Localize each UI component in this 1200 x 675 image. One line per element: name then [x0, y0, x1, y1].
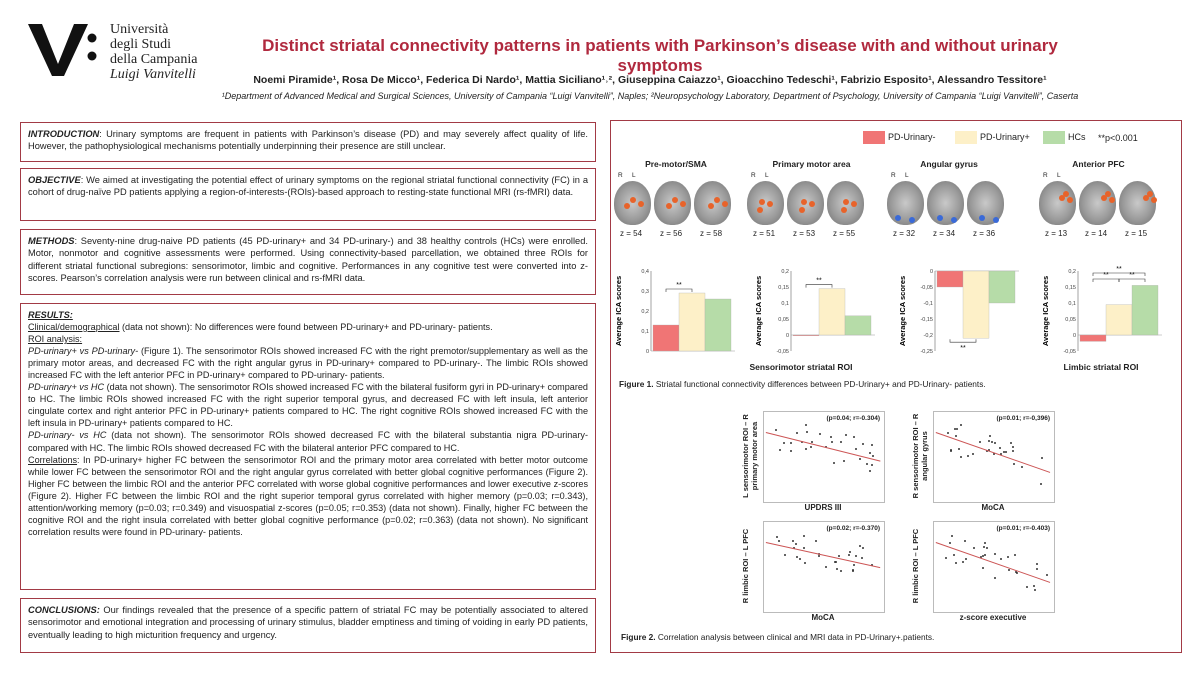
brain-slice	[614, 181, 651, 225]
scatter-point	[825, 566, 827, 568]
university-logo-icon	[28, 22, 98, 78]
y-tick-label: 0,05	[778, 317, 789, 323]
scatter-point	[790, 442, 792, 444]
scatter-point	[779, 449, 781, 451]
scatter-point	[1040, 483, 1042, 485]
y-tick-label: 0	[929, 269, 933, 275]
y-tick-label: 0,15	[1065, 285, 1076, 291]
slice-z-label: z = 34	[933, 229, 956, 238]
activation-blob	[1143, 195, 1149, 201]
significance-bracket	[1093, 279, 1119, 282]
activation-blob	[1059, 195, 1065, 201]
deactivation-blob	[951, 217, 957, 223]
scatter-point	[871, 464, 873, 466]
objective-box: OBJECTIVE: We aimed at investigating the potential effect of urinary symptoms on the regional striatal functional connectivity (FC) in a cohort of drug-naïve PD patients applying a region-of-interests-(ROIs)-based approach to resting-state functional MRI (rs-fMRI) data.	[20, 168, 596, 221]
scatter-point	[849, 551, 851, 553]
scatter-point	[804, 562, 806, 564]
scatter-plot-area	[933, 411, 1055, 503]
panel-title-primary-motor: Primary motor area	[772, 159, 851, 169]
scatter-point	[1026, 586, 1028, 588]
scatter-point	[784, 554, 786, 556]
slice-z-label: z = 53	[793, 229, 816, 238]
scatter-point	[984, 554, 986, 556]
scatter-point	[949, 542, 951, 544]
scatter-point	[960, 456, 962, 458]
activation-blob	[624, 203, 630, 209]
scatter-point	[853, 436, 855, 438]
significance-bracket	[806, 285, 832, 288]
significance-bracket	[666, 289, 692, 292]
correlation-stat: (p=0.01; r=-0,396)	[996, 415, 1050, 422]
right-hemisphere-label: R	[1043, 172, 1048, 179]
scatter-point	[835, 561, 837, 563]
scatter-point	[983, 546, 985, 548]
results-box: RESULTS: Clinical/demographical (data not shown): No differences were found between PD-urinary+ and PD-urinary- patients. ROI analysis: PD-urinary+ vs PD-urinary- (Figure 1). The sensorimotor ROIs showed increased FC with the right premotor/supplementary as well as the primary motor areas, and decreased FC with the right angular gyrus in PD-urinary+ compared to PD-urinary-. The limbic ROIs showed increased FC with the left anterior PFC in PD-urinary+ compared to PD-urinary- patients. PD-urinary+ vs HC (data not shown). The sensorimotor ROIs showed increased FC with the bilateral fusiform gyri in PD-urinary+ compared to HC. The limbic ROIs showed increased FC with the right superior temporal gyrus, and decreased FC with left insula, left anterior cingulate cortex and right anterior PFC in PD-urinary+ patients compared to HC. The right cognitive ROIs showed increased FC with the left insula in PD-urinary+ patients compared to HC. PD-urinary- vs HC (data not shown). The sensorimotor ROIs showed decreased FC with the bilateral substantia nigra PD-urinary- compared with HC. The limbic ROIs showed decreased FC with the bilateral anterior PFC compared to HC. Correlations: In PD-urinary+ higher FC between the sensorimotor ROI and the primary motor area correlated with better motor outcome while lower FC between the sensorimotor ROI and the right angular gyrus correlated with better global cognitive performances (Figure 2). Higher FC between the limbic ROI and the anterior PFC correlated with worse global cognitive performances and lower executive z-scores (Figure 2). Higher FC between the limbic ROI and the right superior temporal gyrus correlated with higher memory (p=0.03; r=0.343), attention/working memory (p=0.03; r=0.349) and visuospatial z-scores (p=0.05; r=0.353) (data not shown). Finally, higher FC between the cognitive ROI and the right insula correlated with better global cognitive performance (p=0.02; r=0.363) (data not shown). No significant correlation results were found in PD-urinary- patients.	[20, 303, 596, 590]
scatter-point	[1033, 585, 1035, 587]
scatter-point	[855, 448, 857, 450]
scatter-point	[806, 431, 808, 433]
activation-blob	[672, 197, 678, 203]
brain-slice	[1119, 181, 1156, 225]
scatter-point	[1005, 451, 1007, 453]
bar-pdurinary	[937, 271, 963, 287]
y-tick-label: 0,15	[778, 285, 789, 291]
scatter-point	[994, 553, 996, 555]
scatter-point	[999, 447, 1001, 449]
activation-blob	[843, 199, 849, 205]
scatter-plot-area	[763, 411, 885, 503]
scatter-point	[803, 547, 805, 549]
scatter-point	[853, 564, 855, 566]
right-hemisphere-label: R	[891, 172, 896, 179]
significance-bracket	[1093, 273, 1145, 276]
activation-blob	[1067, 197, 1073, 203]
regression-line	[766, 542, 880, 568]
slice-z-label: z = 51	[753, 229, 776, 238]
bar-pdurinary	[793, 335, 819, 336]
scatter-point	[947, 432, 949, 434]
y-tick-label: 0	[785, 333, 789, 339]
panel-title-anterior-pfc: Anterior PFC	[1072, 159, 1125, 169]
legend-significance: **p<0.001	[1098, 133, 1138, 143]
scatter-point	[862, 443, 864, 445]
scatter-point	[1012, 446, 1014, 448]
scatter-point	[991, 441, 993, 443]
y-tick-label: 0,1	[781, 301, 789, 307]
significance-bracket	[1119, 279, 1145, 282]
scatter-point	[803, 535, 805, 537]
activation-blob	[767, 201, 773, 207]
y-axis-label: Average ICA scores	[754, 275, 763, 347]
bar-pdurinary	[1080, 335, 1106, 341]
scatter-point	[1007, 556, 1009, 558]
activation-blob	[757, 207, 763, 213]
right-hemisphere-label: R	[618, 172, 623, 179]
scatter-point	[994, 442, 996, 444]
scatter-point	[866, 463, 868, 465]
scatter-y-label: R limbic ROI – L PFC	[911, 528, 920, 604]
bar-pdurinary	[653, 325, 679, 351]
brain-slice	[747, 181, 784, 225]
scatter-point	[1000, 558, 1002, 560]
brain-slice	[694, 181, 731, 225]
activation-blob	[722, 201, 728, 207]
scatter-point	[984, 542, 986, 544]
scatter-point	[965, 558, 967, 560]
scatter-point	[1046, 574, 1048, 576]
legend-hcs: HCs	[1043, 131, 1086, 144]
slice-z-label: z = 15	[1125, 229, 1148, 238]
y-tick-label: -0,05	[920, 285, 933, 291]
scatter-point	[1021, 466, 1023, 468]
scatter-point	[796, 556, 798, 558]
y-tick-label: 0,2	[1068, 269, 1076, 275]
introduction-box: INTRODUCTION: Urinary symptoms are frequent in patients with Parkinson’s disease (PD) and may severely affect quality of life. However, the pathophysiological mechanisms potentially underpinning their presence are still unclear.	[20, 122, 596, 162]
y-tick-label: 0,2	[641, 309, 649, 315]
bar-hcs	[1132, 285, 1158, 335]
activation-blob	[809, 201, 815, 207]
bar-pdurinary	[1106, 305, 1132, 335]
scatter-point	[960, 424, 962, 426]
university-name: Università degli Studi della Campania Luigi Vanvitelli	[110, 22, 198, 82]
brain-slice	[967, 181, 1004, 225]
correlation-stat: (p=0.01; r=-0.403)	[996, 525, 1050, 532]
left-hemisphere-label: L	[765, 172, 769, 179]
scatter-point	[833, 462, 835, 464]
significance-marker: **	[960, 345, 966, 353]
correlation-stat: (p=0.02; r=-0.370)	[826, 525, 880, 532]
scatter-point	[1015, 571, 1017, 573]
scatter-point	[776, 536, 778, 538]
activation-blob	[1109, 197, 1115, 203]
activation-blob	[680, 201, 686, 207]
scatter-point	[778, 540, 780, 542]
scatter-point	[848, 554, 850, 556]
poster-title: Distinct striatal connectivity patterns in patients with Parkinson’s disease with and without urinary symptoms	[262, 36, 1058, 75]
activation-blob	[708, 203, 714, 209]
scatter-point	[973, 547, 975, 549]
scatter-point	[1041, 457, 1043, 459]
y-tick-label: -0,05	[1063, 349, 1076, 355]
deactivation-blob	[909, 217, 915, 223]
scatter-point	[861, 557, 863, 559]
activation-blob	[714, 197, 720, 203]
significance-marker: **	[1129, 272, 1135, 279]
scatter-point	[982, 567, 984, 569]
scatter-point	[862, 547, 864, 549]
scatter-point	[869, 452, 871, 454]
scatter-point	[845, 434, 847, 436]
bar-pdurinary	[679, 293, 705, 351]
scatter-y-label: L sensorimotor ROI – R primary motor area	[741, 414, 759, 498]
slice-z-label: z = 55	[833, 229, 856, 238]
scatter-point	[1010, 442, 1012, 444]
scatter-x-label: MoCA	[981, 503, 1005, 512]
figure-panel	[610, 120, 1182, 653]
legend-pd-urinary-neg: PD-Urinary-	[863, 131, 936, 144]
significance-marker: **	[816, 277, 822, 285]
y-tick-label: 0,05	[1065, 317, 1076, 323]
scatter-point	[955, 562, 957, 564]
conclusions-box: CONCLUSIONS: Our findings revealed that the presence of a specific pattern of striatal FC may be potentially associated to altered sensorimotor and emotional integration and processing of urinary stimulus, bladder emptiness and timing of voiding in early PD patients, eventually leading to high micturition frequency and urgency.	[20, 598, 596, 653]
scatter-point	[989, 435, 991, 437]
scatter-point	[790, 450, 792, 452]
scatter-point	[955, 435, 957, 437]
deactivation-blob	[979, 215, 985, 221]
significance-marker: **	[1116, 266, 1122, 273]
scatter-point	[805, 448, 807, 450]
activation-blob	[759, 199, 765, 205]
brain-slice	[827, 181, 864, 225]
scatter-point	[958, 448, 960, 450]
y-tick-label: 0	[645, 349, 649, 355]
y-tick-label: -0,15	[920, 317, 933, 323]
y-tick-label: -0,2	[923, 333, 933, 339]
methods-box: METHODS: Seventy-nine drug-naive PD patients (45 PD-urinary+ and 34 PD-urinary-) and 38 healthy controls (HCs) were enrolled. Motor, nonmotor and cognitive assessments were performed. Using connectivity-based parcellation, we obtained three ROIs for different striatal functional subregions: sensorimotor, limbic and cognitive. Performances in any cognitive test were converted into z-scores. Pearson’s correlation analysis were run between clinical and rs-fMRI data.	[20, 229, 596, 295]
scatter-point	[1012, 450, 1014, 452]
figure1-caption: Figure 1. Striatal functional connectivity differences between PD-Urinary+ and PD-Urinary- patients.	[619, 379, 986, 389]
xlabel-limbic: Limbic striatal ROI	[1063, 362, 1139, 372]
correlation-stat: (p=0.04; r=-0.304)	[826, 415, 880, 422]
significance-bracket	[950, 339, 976, 342]
scatter-point	[945, 557, 947, 559]
scatter-plot-area	[763, 521, 885, 613]
scatter-point	[869, 470, 871, 472]
scatter-point	[795, 543, 797, 545]
activation-blob	[630, 197, 636, 203]
y-tick-label: 0,2	[781, 269, 789, 275]
slice-z-label: z = 36	[973, 229, 996, 238]
activation-blob	[1101, 195, 1107, 201]
scatter-point	[964, 540, 966, 542]
y-tick-label: 0	[1072, 333, 1076, 339]
bar-pdurinary	[819, 289, 845, 335]
scatter-point	[831, 441, 833, 443]
slice-z-label: z = 56	[660, 229, 683, 238]
bar-hcs	[845, 316, 871, 335]
scatter-point	[994, 577, 996, 579]
scatter-y-label: R sensorimotor ROI – R angular gyrus	[911, 413, 929, 499]
activation-blob	[666, 203, 672, 209]
left-hemisphere-label: L	[905, 172, 909, 179]
brain-slice	[1079, 181, 1116, 225]
scatter-point	[840, 570, 842, 572]
brain-slice	[887, 181, 924, 225]
scatter-point	[979, 441, 981, 443]
scatter-point	[950, 450, 952, 452]
scatter-x-label: MoCA	[811, 613, 835, 622]
y-axis-label: Average ICA scores	[1041, 275, 1050, 347]
scatter-point	[792, 540, 794, 542]
scatter-x-label: z-score executive	[959, 613, 1027, 622]
slice-z-label: z = 13	[1045, 229, 1068, 238]
scatter-point	[855, 555, 857, 557]
scatter-point	[1013, 463, 1015, 465]
scatter-point	[859, 458, 861, 460]
brain-slice	[1039, 181, 1076, 225]
regression-line	[936, 542, 1051, 583]
y-tick-label: 0,4	[641, 269, 649, 275]
slice-z-label: z = 58	[700, 229, 723, 238]
activation-blob	[638, 201, 644, 207]
scatter-point	[796, 432, 798, 434]
regression-line	[936, 432, 1051, 473]
scatter-point	[953, 554, 955, 556]
y-axis-label: Average ICA scores	[898, 275, 907, 347]
y-tick-label: 0,1	[641, 329, 649, 335]
scatter-point	[819, 433, 821, 435]
y-tick-label: -0,25	[920, 349, 933, 355]
scatter-point	[810, 446, 812, 448]
activation-blob	[851, 201, 857, 207]
scatter-point	[830, 436, 832, 438]
scatter-point	[859, 545, 861, 547]
scatter-point	[775, 429, 777, 431]
scatter-y-label: R limbic ROI – L PFC	[741, 528, 750, 604]
brain-slice	[654, 181, 691, 225]
scatter-point	[840, 441, 842, 443]
deactivation-blob	[937, 215, 943, 221]
scatter-point	[799, 558, 801, 560]
left-hemisphere-label: L	[1057, 172, 1061, 179]
scatter-point	[962, 561, 964, 563]
left-hemisphere-label: L	[632, 172, 636, 179]
y-tick-label: 0,3	[641, 289, 649, 295]
scatter-point	[1036, 568, 1038, 570]
scatter-x-label: UPDRS III	[804, 503, 842, 512]
legend-pd-urinary-pos: PD-Urinary+	[955, 131, 1030, 144]
scatter-point	[872, 455, 874, 457]
bar-hcs	[705, 299, 731, 351]
scatter-point	[815, 540, 817, 542]
bar-pdurinary	[963, 271, 989, 338]
activation-blob	[799, 207, 805, 213]
scatter-point	[783, 442, 785, 444]
y-tick-label: -0,1	[923, 301, 933, 307]
regression-line	[766, 432, 880, 462]
affiliations: ¹Department of Advanced Medical and Surgical Sciences, University of Campania “Luigi Vanvitelli”, Naples; ²Neuropsychology Laboratory, Department of Psychology, University of Campania “Luigi Vanvitelli”, Caserta	[221, 91, 1079, 101]
xlabel-sensorimotor: Sensorimotor striatal ROI	[749, 362, 853, 372]
activation-blob	[801, 199, 807, 205]
panel-title-angular-gyrus: Angular gyrus	[920, 159, 978, 169]
activation-blob	[1151, 197, 1157, 203]
scatter-point	[972, 453, 974, 455]
right-hemisphere-label: R	[751, 172, 756, 179]
scatter-point	[1034, 589, 1036, 591]
slice-z-label: z = 14	[1085, 229, 1108, 238]
scatter-point	[836, 568, 838, 570]
significance-marker: **	[1103, 272, 1109, 279]
deactivation-blob	[993, 217, 999, 223]
figure2-caption: Figure 2. Correlation analysis between clinical and MRI data in PD-Urinary+.patients.	[621, 632, 935, 642]
brain-slice	[927, 181, 964, 225]
brain-slice	[787, 181, 824, 225]
slice-z-label: z = 54	[620, 229, 643, 238]
scatter-point	[843, 460, 845, 462]
scatter-point	[805, 424, 807, 426]
scatter-point	[986, 547, 988, 549]
bar-hcs	[989, 271, 1015, 303]
y-axis-label: Average ICA scores	[614, 275, 623, 347]
scatter-point	[956, 428, 958, 430]
scatter-point	[852, 570, 854, 572]
scatter-point	[967, 455, 969, 457]
scatter-point	[871, 444, 873, 446]
scatter-plot-area	[933, 521, 1055, 613]
y-tick-label: 0,1	[1068, 301, 1076, 307]
scatter-point	[1036, 563, 1038, 565]
slice-z-label: z = 32	[893, 229, 916, 238]
scatter-point	[1008, 569, 1010, 571]
y-tick-label: -0,05	[776, 349, 789, 355]
activation-blob	[841, 207, 847, 213]
scatter-point	[951, 535, 953, 537]
deactivation-blob	[895, 215, 901, 221]
panel-title-premotor: Pre-motor/SMA	[645, 159, 707, 169]
authors: Noemi Piramide¹, Rosa De Micco¹, Federica Di Nardo¹, Mattia Siciliano¹˒², Giuseppina Caiazzo¹, Gioacchino Tedeschi¹, Fabrizio Esposito¹, Alessandro Tessitore¹	[253, 74, 1047, 86]
scatter-point	[1014, 554, 1016, 556]
significance-marker: **	[676, 282, 682, 289]
